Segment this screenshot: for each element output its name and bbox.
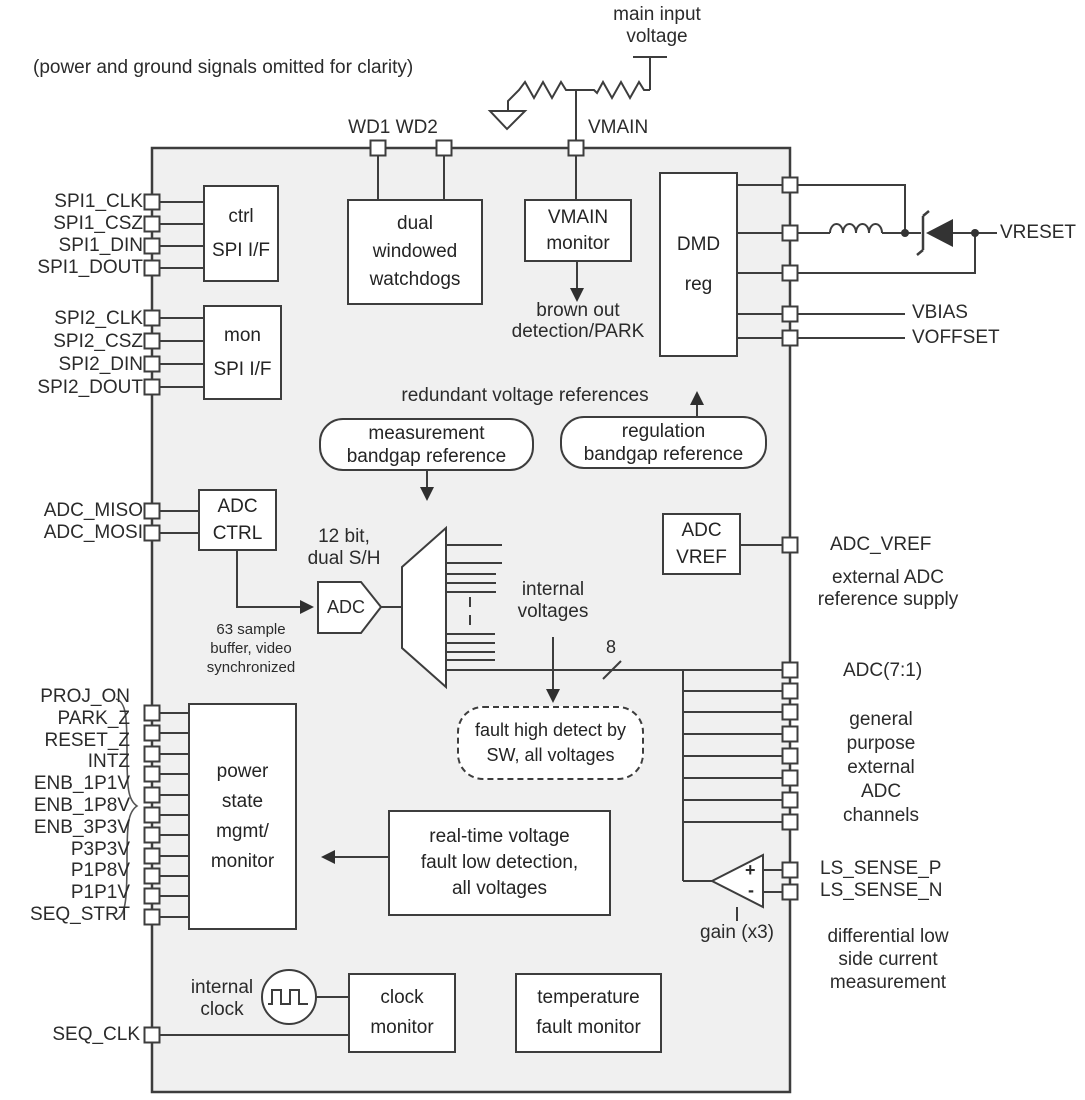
- pin: [145, 217, 160, 232]
- adc-pentagon-label: ADC: [326, 597, 366, 617]
- inductor-symbol: [830, 224, 882, 233]
- block-ctrl-spi: ctrl SPI I/F: [203, 185, 279, 282]
- adc-pin-labels: ADC_MISO ADC_MOSI: [43, 500, 143, 543]
- opamp-plus-sign: +: [745, 860, 756, 880]
- block-power-state-mgmt: power state mgmt/ monitor: [188, 703, 297, 930]
- pin: [145, 380, 160, 395]
- block-fault-high-detect: fault high detect by SW, all voltages: [457, 706, 644, 780]
- pin: [145, 357, 160, 372]
- pin: [145, 910, 160, 925]
- pin: [783, 226, 798, 241]
- adc-vref-pin-label: ADC_VREF: [830, 534, 932, 555]
- pin: [783, 307, 798, 322]
- pin: [783, 266, 798, 281]
- redundant-refs-label: redundant voltage references: [401, 385, 649, 406]
- pin: [145, 767, 160, 782]
- block-measurement-bandgap: measurement bandgap reference: [319, 418, 534, 471]
- block-regulation-bandgap: regulation bandgap reference: [560, 416, 767, 469]
- pin: [783, 885, 798, 900]
- pin: [145, 195, 160, 210]
- pin: [145, 726, 160, 741]
- pin: [783, 538, 798, 553]
- pin: [145, 334, 160, 349]
- block-clock-monitor: clock monitor: [348, 973, 456, 1053]
- gain-label: gain (x3): [700, 922, 774, 943]
- pin: [783, 793, 798, 808]
- wd-pins-label: WD1 WD2: [348, 117, 438, 138]
- block-watchdogs: dual windowed watchdogs: [347, 199, 483, 305]
- power-pin-labels: PROJ_ON PARK_Z RESET_Z INTZ ENB_1P1V ENB_1P8V ENB_3P3V P3P3V P1P8V P1P1V SEQ_STRT: [30, 686, 130, 925]
- junction-dot: [901, 229, 909, 237]
- pin: [145, 526, 160, 541]
- pin: [145, 869, 160, 884]
- pin: [145, 747, 160, 762]
- vbias-label: VBIAS: [912, 302, 968, 323]
- internal-clock-label: internal clock: [190, 977, 254, 1020]
- adc-buffer-label: 63 sample buffer, video synchronized: [206, 621, 296, 676]
- voffset-label: VOFFSET: [912, 327, 1000, 348]
- opamp-minus-sign: -: [748, 880, 754, 900]
- pin: [437, 141, 452, 156]
- pin: [783, 727, 798, 742]
- vreset-label: VRESET: [1000, 222, 1077, 243]
- pin: [783, 178, 798, 193]
- spi1-pin-labels: SPI1_CLK SPI1_CSZ SPI1_DIN SPI1_DOUT: [37, 191, 143, 278]
- ext-adc-ref-label: external ADC reference supply: [817, 567, 959, 610]
- pin: [783, 684, 798, 699]
- pin: [783, 863, 798, 878]
- ground-symbol: [490, 111, 525, 129]
- resistor-symbol-right: [576, 82, 650, 98]
- pin: [145, 311, 160, 326]
- brown-out-label: brown out detection/PARK: [511, 300, 645, 342]
- adc-bus-label: ADC(7:1): [843, 660, 923, 681]
- pin: [371, 141, 386, 156]
- pin: [145, 849, 160, 864]
- junction-dot: [971, 229, 979, 237]
- block-temperature-monitor: temperature fault monitor: [515, 973, 662, 1053]
- bus-width-label: 8: [605, 637, 617, 657]
- block-vmain-monitor: VMAIN monitor: [524, 199, 632, 262]
- diode-symbol: [926, 219, 953, 247]
- block-dmd-reg: DMD reg: [659, 172, 738, 357]
- pin: [145, 889, 160, 904]
- pin: [783, 815, 798, 830]
- pin: [145, 828, 160, 843]
- pin: [783, 771, 798, 786]
- pin: [145, 1028, 160, 1043]
- pin: [783, 331, 798, 346]
- gp-adc-label: general purpose external ADC channels: [842, 709, 920, 826]
- block-fault-low-detect: real-time voltage fault low detection, all voltages: [388, 810, 611, 916]
- pin: [145, 261, 160, 276]
- pin: [569, 141, 584, 156]
- ls-sense-p-label: LS_SENSE_P: [820, 858, 942, 879]
- block-mon-spi: mon SPI I/F: [203, 305, 282, 400]
- pin: [783, 663, 798, 678]
- vmain-pin-label: VMAIN: [588, 117, 649, 138]
- pin: [145, 808, 160, 823]
- pin: [783, 749, 798, 764]
- diff-current-label: differential low side current measurement: [827, 926, 949, 993]
- seq-clk-pin-label: SEQ_CLK: [52, 1024, 140, 1045]
- spi2-pin-labels: SPI2_CLK SPI2_CSZ SPI2_DIN SPI2_DOUT: [37, 308, 143, 398]
- resistor-symbol-left: [508, 82, 576, 111]
- clarity-note: (power and ground signals omitted for clarity): [33, 57, 414, 78]
- internal-voltages-label: internal voltages: [517, 579, 589, 622]
- pin: [145, 504, 160, 519]
- ls-sense-n-label: LS_SENSE_N: [820, 880, 943, 901]
- pin: [145, 239, 160, 254]
- adc-spec-label: 12 bit, dual S/H: [307, 526, 381, 569]
- block-adc-vref: ADC VREF: [662, 513, 741, 575]
- main-input-voltage-label: main input voltage: [613, 4, 701, 47]
- pin: [783, 705, 798, 720]
- block-adc-ctrl: ADC CTRL: [198, 489, 277, 551]
- pin: [145, 706, 160, 721]
- pin: [145, 788, 160, 803]
